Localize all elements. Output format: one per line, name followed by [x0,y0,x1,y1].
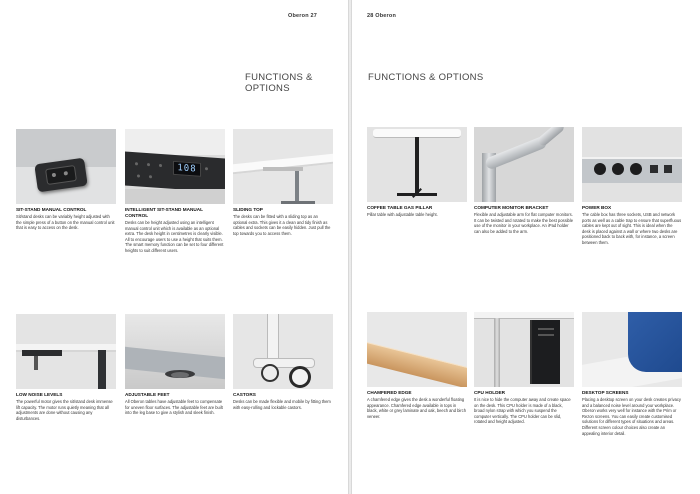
feature-description: The powerful motor gives the sit/stand desk immense lift capacity. The motor runs quietly meaning that all adjustments are done without causing any disturbances. [16,399,113,421]
feature-title: DESKTOP SCREENS [582,390,629,395]
sit-stand-control-image [16,129,116,204]
feature-title: COFFEE TABLE GAS PILLAR [367,205,433,210]
feature-computer-monitor-bracket [474,127,574,234]
feature-title: CHAMFERED EDGE [367,390,412,395]
feature-description: Flexible and adjustable arm for flat computer monitors. It can be twisted and rotated to make the best possible use of the monitor in your workplace. An iPad holder can also be added to the arm. [474,212,573,234]
feature-desktop-screens [582,312,682,436]
desktop-screens-image [582,312,682,387]
power-box-image [582,127,682,202]
castors-image [233,314,333,389]
sliding-top-image [233,129,333,204]
feature-title: LOW NOISE LEVELS [16,392,63,397]
monitor-bracket-image [474,127,574,202]
feature-title: ADJUSTABLE FEET [125,392,170,397]
feature-chamfered-edge [367,312,467,419]
right-page [352,0,700,494]
feature-title: POWER BOX [582,205,612,210]
intelligent-control-image [125,129,225,204]
feature-power-box [582,127,682,246]
feature-description: It is nice to hide the computer away and create space on the desk. This CPU holder is made of a black, broad nylon strap with which you suspend the computer vertically. The CPU holder can be slid, rotated and height adjusted. [474,397,571,425]
feature-description: Desks can be made flexible and mobile by fitting them with easy-rolling and lockable castors. [233,399,331,410]
feature-low-noise-levels [16,314,116,421]
feature-sliding-top [233,129,333,236]
feature-description: Placing a desktop screen on your desk creates privacy and a balanced noise level around your workplace. Oberon works very well for instance with the Prim or Rezon screens. You can easily create customised solutions for different types of situations and areas. Different screen colour choices also create an appealing interior detail. [582,397,681,436]
feature-description: Desks can be height adjusted using an intelligent manual control unit which is available as an optional extra. The desk height in centimetres is clearly visible. All to encourage users to use a height that suits them. The smart memory function can be set to four different heights to suit different users. [125,220,224,253]
left-page-folio: Oberon 27 [288,13,318,19]
feature-adjustable-feet [125,314,225,416]
feature-description: A chamfered edge gives the desk a wonderful floating appearance. Chamfered edge available in tops in black, white or grey laminate and oak, beech and birch veneer. [367,397,466,419]
control-panel [125,152,225,193]
feature-castors [233,314,333,410]
right-page-folio: 28 Oberon [367,13,397,19]
adjustable-feet-image [125,314,225,389]
low-noise-image [16,314,116,389]
feature-coffee-table-gas-pillar [367,127,467,218]
coffee-table-image [367,127,467,202]
feature-title: SLIDING TOP [233,207,263,212]
height-display: 108 [173,161,201,177]
right-page-heading: FUNCTIONS & OPTIONS [368,72,484,83]
cpu-tower [530,320,560,384]
chamfered-edge-image [367,312,467,387]
feature-sit-stand-manual-control [16,129,116,231]
feature-description: Sit/stand desks can be variably height adjusted with the simple press of a button on the manual control unit that is easy to access on the desk. [16,214,115,231]
feature-title: SIT-STAND MANUAL CONTROL [16,207,87,212]
left-page [0,0,348,494]
left-page-heading: FUNCTIONS & OPTIONS [245,72,313,94]
feature-description: Pillar table with adjustable table height. [367,212,438,217]
feature-title: CPU HOLDER [474,390,505,395]
feature-title: INTELLIGENT SIT-STAND MANUAL CONTROL [125,207,203,218]
feature-description: The cable box has three sockets, USB and network ports as well as a cable trap to ensure that superfluous cables are kept out of sight. This is ideal when the desk is placed against a wall or where two desks are positioned back to back with, for instance, a screen between them. [582,212,682,245]
feature-description: The desks can be fitted with a sliding top as an optional extra. This gives it a clean and tidy finish as cables and sockets can be easily hidden. Just pull the top towards you to access them. [233,214,331,236]
feature-title: CASTORS [233,392,256,397]
feature-title: COMPUTER MONITOR BRACKET [474,205,549,210]
feature-description: All Oberon tables have adjustable feet to compensate for uneven floor surfaces. The adjustable feet are built into the leg base to give a stylish and sleek finish. [125,399,223,416]
cpu-holder-image [474,312,574,387]
feature-intelligent-control [125,129,225,254]
feature-cpu-holder [474,312,574,425]
